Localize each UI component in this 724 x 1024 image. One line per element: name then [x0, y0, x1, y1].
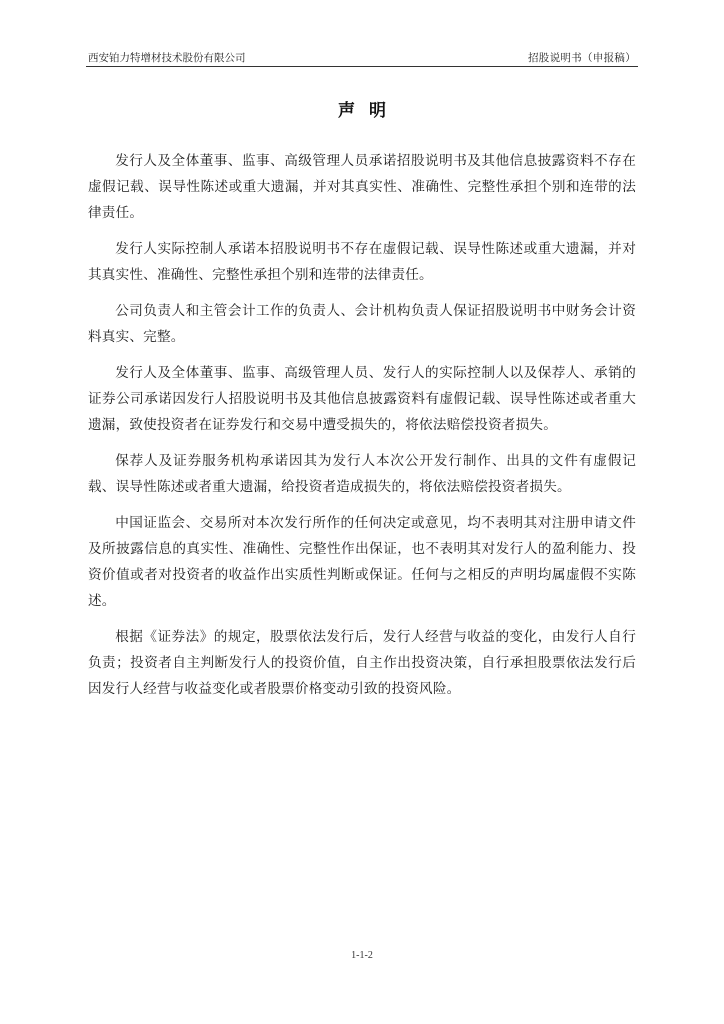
paragraph: 根据《证券法》的规定，股票依法发行后，发行人经营与收益的变化，由发行人自行负责；投资者自主判断发行人的投资价值，自主作出投资决策，自行承担股票依法发行后因发行人经营与收益变化或者股票价格变动引致的投资风险。	[88, 629, 636, 697]
header-divider	[86, 66, 638, 67]
paragraph: 保荐人及证券服务机构承诺因其为发行人本次公开发行制作、出具的文件有虚假记载、误导性陈述或者重大遗漏，给投资者造成损失的，将依法赔偿投资者损失。	[88, 453, 636, 495]
header-document-type: 招股说明书（申报稿）	[528, 52, 636, 64]
paragraph: 发行人及全体董事、监事、高级管理人员、发行人的实际控制人以及保荐人、承销的证券公司承诺因发行人招股说明书及其他信息披露资料有虚假记载、误导性陈述或者重大遗漏，致使投资者在证券发行和交易中遭受损失的，将依法赔偿投资者损失。	[88, 365, 636, 433]
page-header	[86, 50, 638, 66]
paragraph: 发行人及全体董事、监事、高级管理人员承诺招股说明书及其他信息披露资料不存在虚假记载、误导性陈述或重大遗漏，并对其真实性、准确性、完整性承担个别和连带的法律责任。	[88, 153, 636, 221]
page-number: 1-1-2	[351, 950, 373, 961]
paragraph: 公司负责人和主管会计工作的负责人、会计机构负责人保证招股说明书中财务会计资料真实、完整。	[88, 303, 636, 345]
declaration-body	[88, 148, 636, 712]
paragraph: 中国证监会、交易所对本次发行所作的任何决定或意见，均不表明其对注册申请文件及所披露信息的真实性、准确性、完整性作出保证，也不表明其对发行人的盈利能力、投资价值或者对投资者的收益作出实质性判断或保证。任何与之相反的声明均属虚假不实陈述。	[88, 515, 636, 609]
paragraph: 发行人实际控制人承诺本招股说明书不存在虚假记载、误导性陈述或重大遗漏，并对其真实性、准确性、完整性承担个别和连带的法律责任。	[88, 241, 636, 283]
page-title: 声明	[338, 101, 400, 121]
header-company-name: 西安铂力特增材技术股份有限公司	[88, 52, 246, 64]
